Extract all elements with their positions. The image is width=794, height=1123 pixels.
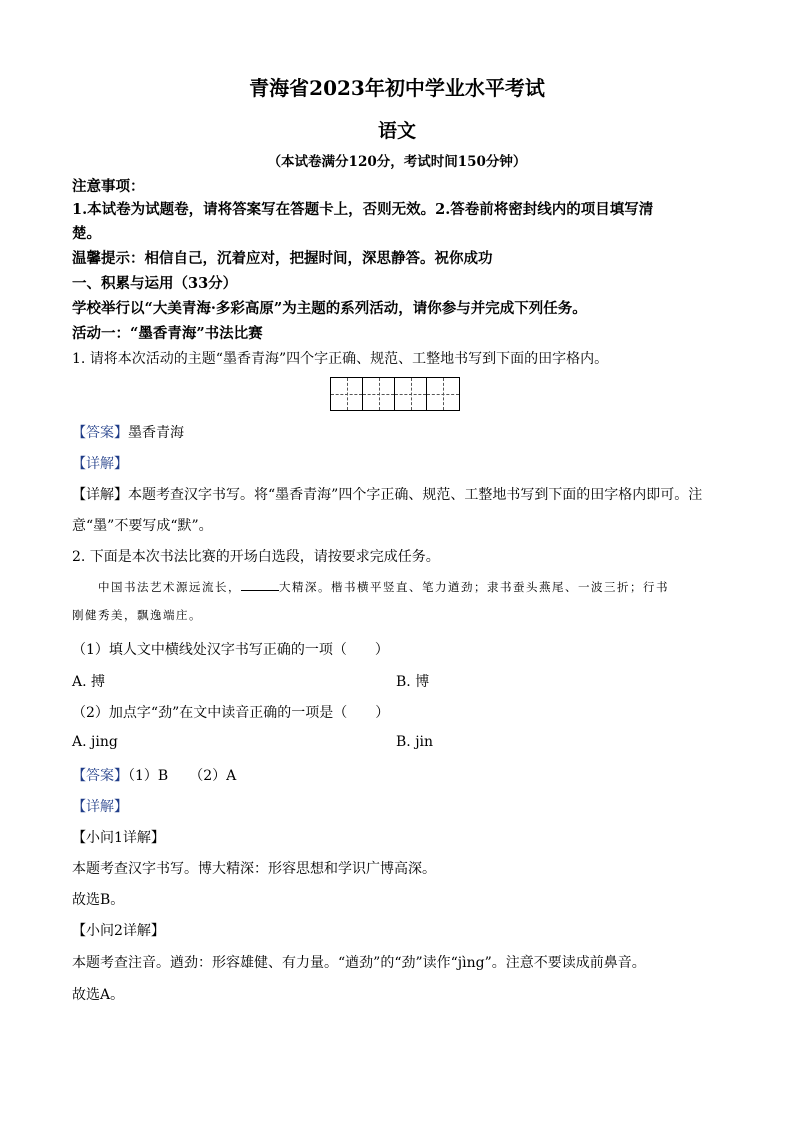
exam-title: 青海省2023年初中学业水平考试	[249, 76, 545, 100]
passage-part-b: 大精深。楷书横平竖直、笔力遒劲；隶书蚕头燕尾、一波三折；行书	[279, 580, 669, 594]
q2-prompt: 2. 下面是本次书法比赛的开场白选段，请按要求完成任务。	[72, 549, 440, 565]
section-heading: 一、积累与运用（33分）	[72, 275, 238, 292]
tip-line: 温馨提示：相信自己，沉着应对，把握时间，深思静答。祝你成功	[72, 250, 493, 267]
section-intro: 学校举行以“大美青海·多彩高原”为主题的系列活动，请你参与并完成下列任务。	[72, 300, 587, 317]
q2-sub1: （1）填人文中横线处汉字书写正确的一项（ ）	[72, 642, 389, 658]
q2-sub1-option-a: A. 搏	[72, 674, 106, 690]
small-question-2-tag: 【小问2详解】	[72, 923, 165, 939]
q1-detail-line-2: 意“墨”不要写成“默”。	[72, 518, 213, 534]
small-question-1-text: 本题考查汉字书写。博大精深：形容思想和学识广博高深。	[72, 861, 436, 877]
answer-text: 墨香青海	[128, 425, 184, 441]
q2-answer	[72, 765, 236, 785]
q1-detail-line-1: 【详解】本题考查汉字书写。将“墨香青海”四个字正确、规范、工整地书写到下面的田字格内即可。注	[72, 487, 703, 503]
q1-prompt: 1. 请将本次活动的主题“墨香青海”四个字正确、规范、工整地书写到下面的田字格内。	[72, 351, 609, 367]
fill-blank	[241, 580, 279, 591]
q2-sub2-option-a: A. jing	[72, 734, 118, 750]
activity-heading: 活动一：“墨香青海”书法比赛	[72, 325, 263, 342]
tianzige-cell	[427, 378, 459, 410]
notes-line-1: 1.本试卷为试题卷，请将答案写在答题卡上，否则无效。2.答卷前将密封线内的项目填写清	[72, 201, 654, 218]
tianzige-grid	[330, 377, 460, 411]
answer-tag: 【答案】	[72, 768, 128, 784]
exam-meta: （本试卷满分120分，考试时间150分钟）	[267, 154, 527, 170]
notes-heading: 注意事项：	[72, 178, 145, 195]
subject-title: 语文	[377, 120, 416, 142]
q1-answer	[72, 422, 184, 442]
q2-sub2-option-b: B. jin	[396, 734, 434, 750]
q2-sub1-option-b: B. 博	[396, 674, 430, 690]
small-question-1-tag: 【小问1详解】	[72, 830, 165, 846]
q2-detail-tag: 【详解】	[72, 799, 128, 815]
passage-part-a: 中国书法艺术源远流长，	[98, 580, 241, 594]
q1-detail-tag: 【详解】	[72, 456, 128, 472]
passage-line-1	[98, 579, 669, 595]
answer-tag: 【答案】	[72, 425, 128, 441]
small-question-1-choice: 故选B。	[72, 892, 125, 908]
tianzige-cell	[395, 378, 427, 410]
small-question-2-choice: 故选A。	[72, 987, 125, 1003]
notes-line-2: 楚。	[72, 225, 101, 242]
q2-sub2: （2）加点字“劲”在文中读音正确的一项是（ ）	[72, 705, 390, 721]
tianzige-cell	[363, 378, 395, 410]
passage-line-2: 刚健秀美，飘逸端庄。	[72, 608, 202, 622]
answer-text: （1）B （2）A	[128, 768, 237, 784]
tianzige-cell	[331, 378, 363, 410]
small-question-2-text: 本题考查注音。遒劲：形容雄健、有力量。“遒劲”的“劲”读作“jìng”。注意不要读成前鼻音。	[72, 955, 646, 971]
